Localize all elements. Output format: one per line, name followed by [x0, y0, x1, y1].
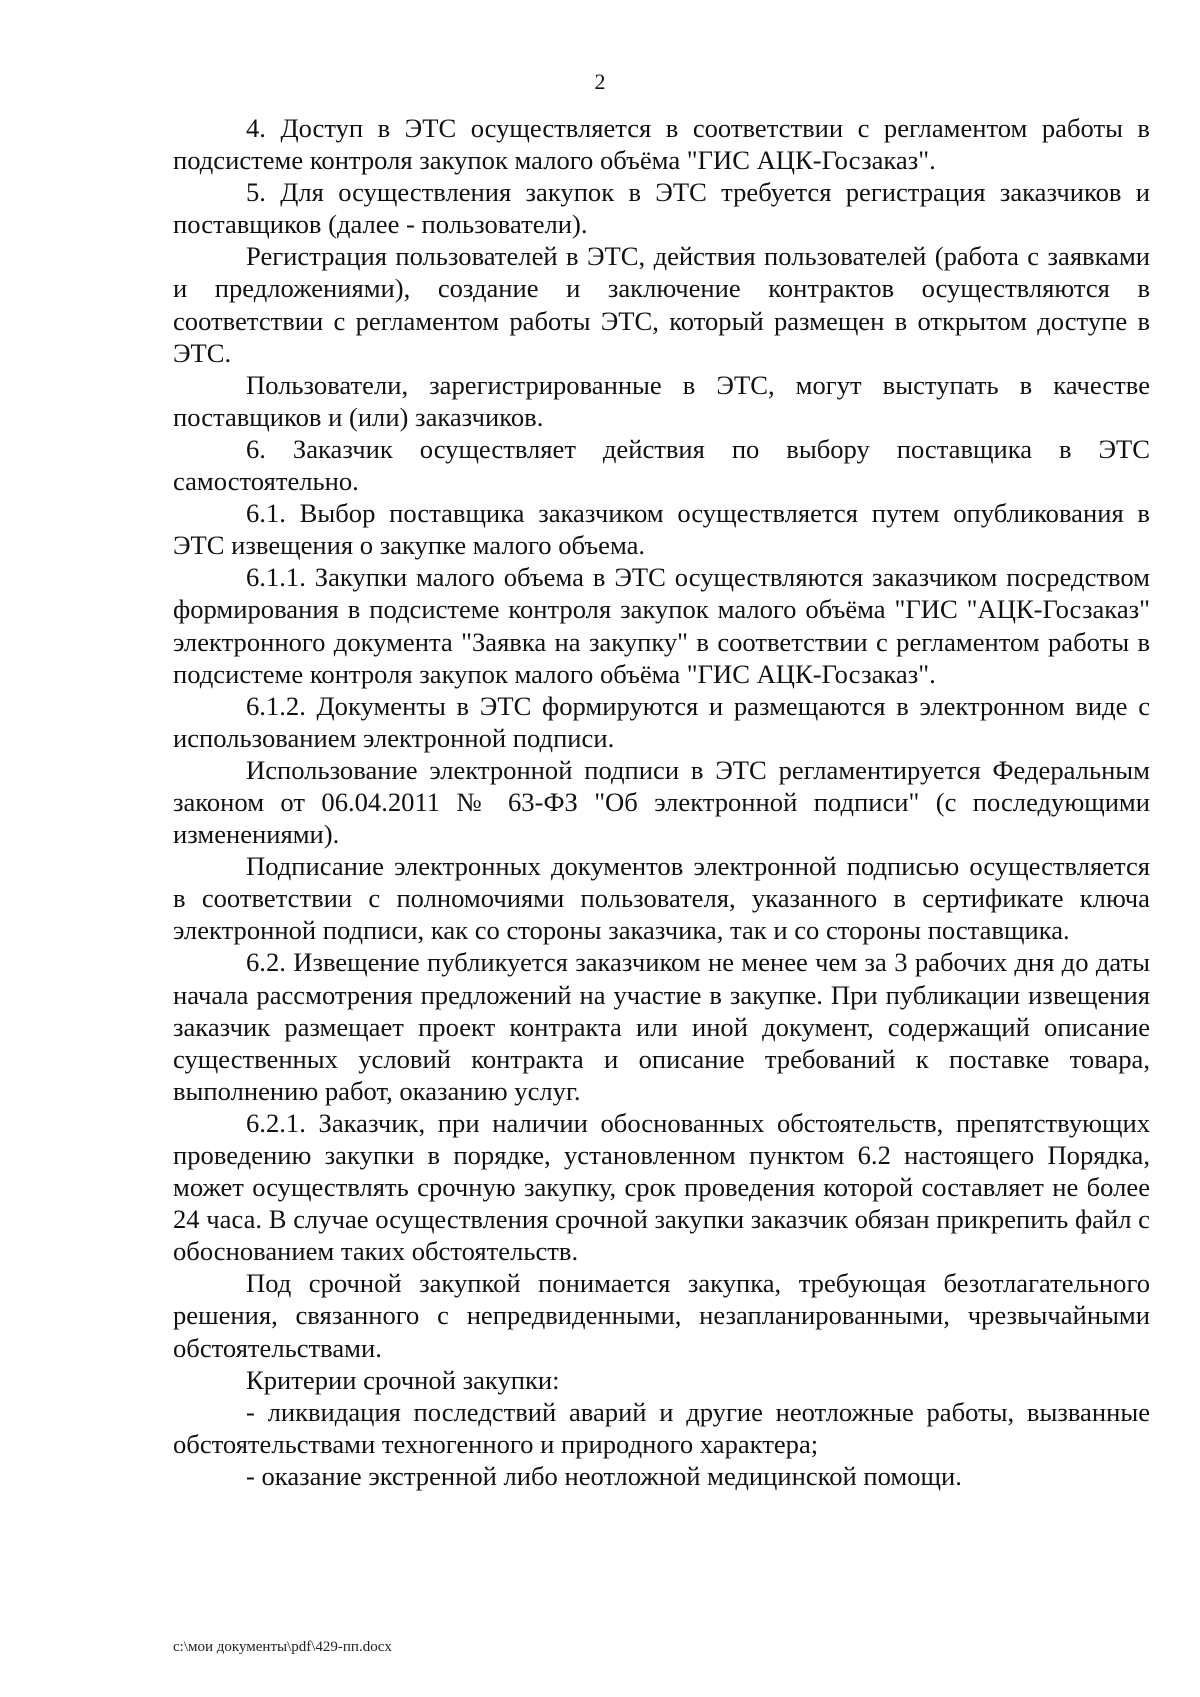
- paragraph-6-2-1: 6.2.1. Заказчик, при наличии обоснованных обстоятельств, препятствующих проведению закупки в порядке, установленном пунктом 6.2 настоящего Порядка, может осуществлять срочную закупку, срок проведения которой составляет не более 24 часа. В случае осуществления срочной закупки заказчик обязан прикрепить файл с обоснованием таких обстоятельств.: [173, 1107, 1150, 1267]
- list-item-emergency-works: - ликвидация последствий аварий и другие неотложные работы, вызванные обстоятельствами техногенного и природного характера;: [173, 1396, 1150, 1459]
- footer-file-path: c:\мои документы\pdf\429-пп.docx: [173, 1639, 392, 1655]
- paragraph-urgent-definition: Под срочной закупкой понимается закупка, требующая безотлагательного решения, связанного с непредвиденными, незапланированными, чрезвычайными обстоятельствами.: [173, 1268, 1150, 1363]
- paragraph-signature-law: Использование электронной подписи в ЭТС регламентируется Федеральным законом от 06.04.2011 № 63-ФЗ "Об электронной подписи" (с последующими изменениями).: [173, 754, 1150, 850]
- paragraph-urgent-criteria-heading: Критерии срочной закупки:: [246, 1364, 560, 1395]
- paragraph-registration: Регистрация пользователей в ЭТС, действия пользователей (работа с заявками и предложениями), создание и заключение контрактов осуществляются в соответствии с регламентом работы ЭТС, который размещен в открытом доступе в ЭТС.: [173, 241, 1150, 368]
- paragraph-6-1-1: 6.1.1. Закупки малого объема в ЭТС осуществляются заказчиком посредством формирования в подсистеме контроля закупок малого объёма "ГИС "АЦК-Госзаказ" электронного документа "Заявка на закупку" в соответствии с регламентом работы в подсистеме контроля закупок малого объёма "ГИС АЦК-Госзаказ".: [173, 562, 1150, 689]
- list-item-medical-help: - оказание экстренной либо неотложной медицинской помощи.: [246, 1460, 962, 1491]
- paragraph-6-1: 6.1. Выбор поставщика заказчиком осуществляется путем опубликования в ЭТС извещения о закупке малого объема.: [173, 498, 1150, 561]
- paragraph-4: 4. Доступ в ЭТС осуществляется в соответствии с регламентом работы в подсистеме контроля закупок малого объёма "ГИС АЦК-Госзаказ".: [173, 113, 1150, 176]
- paragraph-signing: Подписание электронных документов электронной подписью осуществляется в соответствии с полномочиями пользователя, указанного в сертификате ключа электронной подписи, как со стороны заказчика, так и со стороны поставщика.: [173, 851, 1150, 946]
- paragraph-users-roles: Пользователи, зарегистрированные в ЭТС, могут выступать в качестве поставщиков и (или) заказчиков.: [173, 369, 1150, 432]
- document-body: [173, 112, 1150, 1492]
- paragraph-5: 5. Для осуществления закупок в ЭТС требуется регистрация заказчиков и поставщиков (далее - пользователи).: [173, 177, 1150, 240]
- paragraph-6-1-2: 6.1.2. Документы в ЭТС формируются и размещаются в электронном виде с использованием электронной подписи.: [173, 690, 1150, 753]
- paragraph-6-2: 6.2. Извещение публикуется заказчиком не менее чем за 3 рабочих дня до даты начала рассмотрения предложений на участие в закупке. При публикации извещения заказчик размещает проект контракта или иной документ, содержащий описание существенных условий контракта и описание требований к поставке товара, выполнению работ, оказанию услуг.: [173, 947, 1150, 1106]
- paragraph-6: 6. Заказчик осуществляет действия по выбору поставщика в ЭТС самостоятельно.: [173, 433, 1150, 497]
- page-number: 2: [594, 69, 606, 94]
